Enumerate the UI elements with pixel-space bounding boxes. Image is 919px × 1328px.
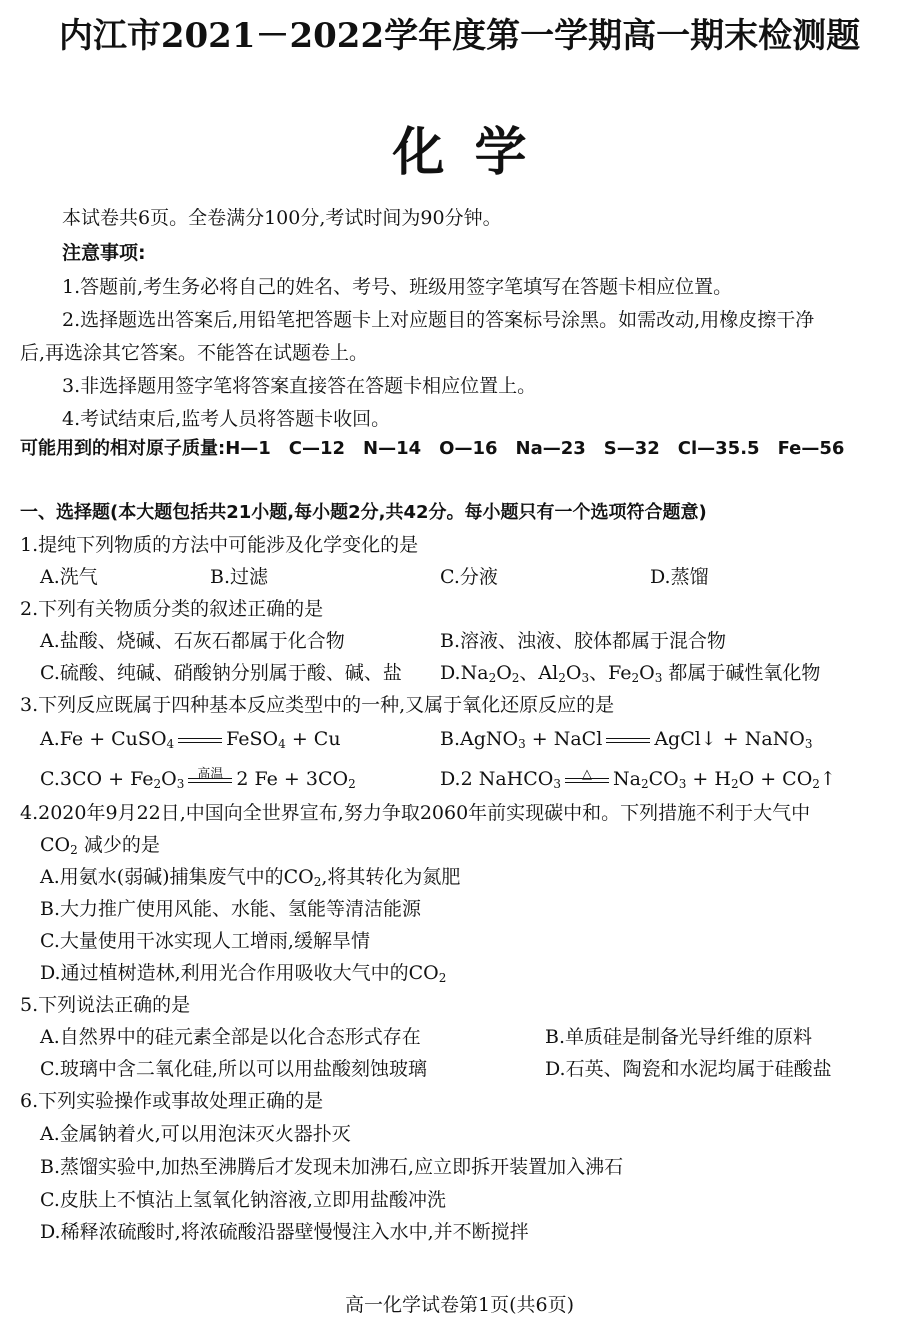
q4-option-d: D.通过植树造林,利用光合作用吸收大气中的$CO_2$ (40, 962, 447, 985)
section-heading: 一、选择题(本大题包括共21小题,每小题2分,共42分。每小题只有一个选项符合题意) (20, 502, 707, 523)
question-2-stem: 2.下列有关物质分类的叙述正确的是 (20, 598, 324, 620)
q6-option-c: C.皮肤上不慎沾上氢氧化钠溶液,立即用盐酸冲洗 (40, 1189, 446, 1211)
atomic-mass-line: 可能用到的相对原子质量:H—1 C—12 N—14 O—16 Na—23 S—32 Cl—35.5 Fe—56 (20, 438, 845, 459)
q6-option-d: D.稀释浓硫酸时,将浓硫酸沿器壁慢慢注入水中,并不断搅拌 (40, 1221, 529, 1243)
note-3: 3.非选择题用签字笔将答案直接答在答题卡相应位置上。 (62, 375, 537, 397)
question-5-stem: 5.下列说法正确的是 (20, 994, 191, 1016)
note-4: 4.考试结束后,监考人员将答题卡收回。 (62, 408, 391, 430)
note-2-cont: 后,再选涂其它答案。不能答在试题卷上。 (20, 342, 369, 364)
q3-option-b: B.AgNO$_3$ + NaCl AgCl↓ + NaNO$_3$ (440, 728, 813, 751)
q2-option-c: C.硫酸、纯碱、硝酸钠分别属于酸、碱、盐 (40, 662, 402, 684)
q4-option-a: A.用氨水(弱碱)捕集废气中的$CO_2$,将其转化为氮肥 (40, 866, 461, 889)
q4-option-c: C.大量使用干冰实现人工增雨,缓解旱情 (40, 930, 370, 952)
q3-option-d: D.2 NaHCO$_3$ △ $Na_2CO_3 + H_2O$ + $CO_2↑$ (440, 766, 836, 791)
equals-sign-high-temp: 高温 (188, 778, 232, 783)
q1-option-c: C.分液 (440, 566, 498, 588)
question-1-stem: 1.提纯下列物质的方法中可能涉及化学变化的是 (20, 534, 419, 556)
question-3-stem: 3.下列反应既属于四种基本反应类型中的一种,又属于氧化还原反应的是 (20, 694, 615, 716)
q5-option-d: D.石英、陶瓷和水泥均属于硅酸盐 (545, 1058, 832, 1080)
page-footer: 高一化学试卷第1页(共6页) (344, 1294, 574, 1316)
q3-option-a: A.Fe + CuSO$_4$ FeSO$_4$ + Cu (40, 728, 341, 751)
q1-option-b: B.过滤 (210, 566, 269, 588)
q2-option-d: $D.Na_2O_2$、$Al_2O_3$、$Fe_2O_3$ 都属于碱性氧化物 (440, 662, 821, 685)
subject-title: 化学 (392, 122, 557, 183)
notes-heading: 注意事项: (62, 242, 146, 264)
q4-option-b: B.大力推广使用风能、水能、氢能等清洁能源 (40, 898, 422, 920)
q6-option-a: A.金属钠着火,可以用泡沫灭火器扑灭 (40, 1123, 351, 1145)
note-2: 2.选择题选出答案后,用铅笔把答题卡上对应题目的答案标号涂黑。如需改动,用橡皮擦干净 (62, 309, 815, 331)
q1-option-d: D.蒸馏 (650, 566, 709, 588)
q2-option-a: A.盐酸、烧碱、石灰石都属于化合物 (40, 630, 345, 652)
q3-option-c: $C.3CO + Fe_2O_3$ 高温 2 $Fe + 3CO_2$ (40, 766, 356, 791)
q5-option-b: B.单质硅是制备光导纤维的原料 (545, 1026, 813, 1048)
question-4-stem-cont: $CO_2$ 减少的是 (40, 834, 160, 857)
equals-sign (178, 738, 222, 743)
q5-option-c: C.玻璃中含二氧化硅,所以可以用盐酸刻蚀玻璃 (40, 1058, 427, 1080)
exam-title: 内江市2021－2022学年度第一学期高一期末检测题 (58, 16, 861, 56)
equals-sign-heat: △ (565, 778, 609, 783)
q5-option-a: A.自然界中的硅元素全部是以化合态形式存在 (40, 1026, 421, 1048)
intro-text: 本试卷共6页。全卷满分100分,考试时间为90分钟。 (62, 207, 502, 229)
q1-option-a: A.洗气 (40, 566, 98, 588)
q2-option-b: B.溶液、浊液、胶体都属于混合物 (440, 630, 727, 652)
equals-sign (606, 738, 650, 743)
note-1: 1.答题前,考生务必将自己的姓名、考号、班级用签字笔填写在答题卡相应位置。 (62, 276, 733, 298)
q6-option-b: B.蒸馏实验中,加热至沸腾后才发现未加沸石,应立即拆开装置加入沸石 (40, 1156, 624, 1178)
question-4-stem: 4.2020年9月22日,中国向全世界宣布,努力争取2060年前实现碳中和。下列措施不利于大气中 (20, 802, 811, 824)
question-6-stem: 6.下列实验操作或事故处理正确的是 (20, 1090, 324, 1112)
